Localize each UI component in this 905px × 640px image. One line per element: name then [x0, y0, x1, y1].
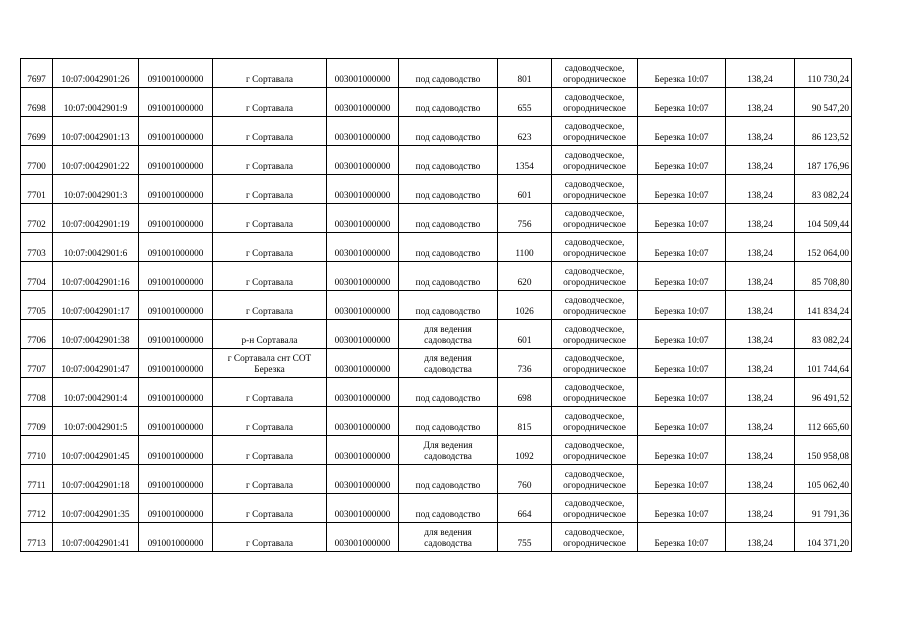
- cell-zone: Березка 10:07: [638, 117, 726, 146]
- cell-area: 698: [498, 378, 552, 407]
- cell-locality: р-н Сортавала: [213, 320, 327, 349]
- cell-area: 1026: [498, 291, 552, 320]
- cell-number: 7703: [21, 233, 53, 262]
- cell-zone: Березка 10:07: [638, 146, 726, 175]
- cell-cadastral-value: 86 123,52: [795, 117, 852, 146]
- cell-cadastral-value: 187 176,96: [795, 146, 852, 175]
- cell-permitted-use: под садоводство: [399, 88, 498, 117]
- cell-locality: г Сортавала: [213, 262, 327, 291]
- cell-cadastral-number: 10:07:0042901:41: [53, 523, 139, 552]
- cell-cadastral-value: 141 834,24: [795, 291, 852, 320]
- cell-cadastral-value: 110 730,24: [795, 59, 852, 88]
- cell-number: 7709: [21, 407, 53, 436]
- cell-okato-code: 003001000000: [327, 523, 399, 552]
- table-row: [21, 262, 852, 291]
- cell-rate: 138,24: [726, 59, 795, 88]
- cell-locality: г Сортавала: [213, 146, 327, 175]
- cell-cadastral-value: 90 547,20: [795, 88, 852, 117]
- table-row: [21, 465, 852, 494]
- cell-rate: 138,24: [726, 175, 795, 204]
- cell-number: 7706: [21, 320, 53, 349]
- cell-rate: 138,24: [726, 146, 795, 175]
- cell-area: 1354: [498, 146, 552, 175]
- cell-zone: Березка 10:07: [638, 262, 726, 291]
- cell-locality: г Сортавала: [213, 291, 327, 320]
- cell-category: садоводческое, огородническое: [552, 291, 638, 320]
- cell-area: 760: [498, 465, 552, 494]
- cell-zone: Березка 10:07: [638, 523, 726, 552]
- cell-permitted-use: под садоводство: [399, 204, 498, 233]
- cell-zone: Березка 10:07: [638, 465, 726, 494]
- table-row: [21, 320, 852, 349]
- cell-area: 815: [498, 407, 552, 436]
- cell-rate: 138,24: [726, 291, 795, 320]
- cell-permitted-use: под садоводство: [399, 175, 498, 204]
- cell-cadastral-value: 152 064,00: [795, 233, 852, 262]
- cell-category: садоводческое, огородническое: [552, 349, 638, 378]
- cell-rate: 138,24: [726, 465, 795, 494]
- cell-rate: 138,24: [726, 88, 795, 117]
- cell-zone: Березка 10:07: [638, 233, 726, 262]
- cell-area: 655: [498, 88, 552, 117]
- cell-permitted-use: для ведения садоводства: [399, 523, 498, 552]
- cell-okato-code: 003001000000: [327, 175, 399, 204]
- cell-category: садоводческое, огородническое: [552, 117, 638, 146]
- cell-area: 1092: [498, 436, 552, 465]
- cell-cadastral-value: 85 708,80: [795, 262, 852, 291]
- cell-cadastral-number: 10:07:0042901:3: [53, 175, 139, 204]
- cell-zone: Березка 10:07: [638, 175, 726, 204]
- cell-okato-code: 003001000000: [327, 117, 399, 146]
- cell-category: садоводческое, огородническое: [552, 59, 638, 88]
- cell-rate: 138,24: [726, 262, 795, 291]
- cell-oktmo-code: 091001000000: [139, 233, 213, 262]
- cell-zone: Березка 10:07: [638, 436, 726, 465]
- cell-area: 1100: [498, 233, 552, 262]
- cell-permitted-use: для ведения садоводства: [399, 349, 498, 378]
- cell-cadastral-number: 10:07:0042901:13: [53, 117, 139, 146]
- cell-area: 801: [498, 59, 552, 88]
- cadastral-table: [20, 58, 852, 552]
- cell-area: 755: [498, 523, 552, 552]
- cell-okato-code: 003001000000: [327, 349, 399, 378]
- cell-okato-code: 003001000000: [327, 407, 399, 436]
- cell-cadastral-value: 150 958,08: [795, 436, 852, 465]
- cell-locality: г Сортавала снт СОТ Березка: [213, 349, 327, 378]
- cell-permitted-use: под садоводство: [399, 291, 498, 320]
- cell-category: садоводческое, огородническое: [552, 378, 638, 407]
- cell-number: 7701: [21, 175, 53, 204]
- cell-number: 7711: [21, 465, 53, 494]
- cell-area: 620: [498, 262, 552, 291]
- cell-number: 7707: [21, 349, 53, 378]
- cell-okato-code: 003001000000: [327, 262, 399, 291]
- cell-category: садоводческое, огородническое: [552, 175, 638, 204]
- cell-cadastral-number: 10:07:0042901:6: [53, 233, 139, 262]
- cell-cadastral-value: 104 509,44: [795, 204, 852, 233]
- cell-locality: г Сортавала: [213, 494, 327, 523]
- cell-okato-code: 003001000000: [327, 436, 399, 465]
- table-row: [21, 175, 852, 204]
- cell-zone: Березка 10:07: [638, 378, 726, 407]
- cell-cadastral-number: 10:07:0042901:47: [53, 349, 139, 378]
- cell-okato-code: 003001000000: [327, 291, 399, 320]
- cell-oktmo-code: 091001000000: [139, 465, 213, 494]
- table-row: [21, 291, 852, 320]
- cell-cadastral-value: 104 371,20: [795, 523, 852, 552]
- table-row: [21, 378, 852, 407]
- cell-area: 623: [498, 117, 552, 146]
- cell-zone: Березка 10:07: [638, 320, 726, 349]
- cell-cadastral-value: 112 665,60: [795, 407, 852, 436]
- cell-oktmo-code: 091001000000: [139, 262, 213, 291]
- cell-locality: г Сортавала: [213, 88, 327, 117]
- cell-category: садоводческое, огородническое: [552, 407, 638, 436]
- cell-locality: г Сортавала: [213, 436, 327, 465]
- cell-locality: г Сортавала: [213, 59, 327, 88]
- cell-rate: 138,24: [726, 407, 795, 436]
- cell-cadastral-number: 10:07:0042901:38: [53, 320, 139, 349]
- cell-category: садоводческое, огородническое: [552, 262, 638, 291]
- cell-okato-code: 003001000000: [327, 204, 399, 233]
- cell-zone: Березка 10:07: [638, 59, 726, 88]
- cell-cadastral-number: 10:07:0042901:19: [53, 204, 139, 233]
- cell-category: садоводческое, огородническое: [552, 494, 638, 523]
- cell-number: 7702: [21, 204, 53, 233]
- cell-rate: 138,24: [726, 523, 795, 552]
- cell-zone: Березка 10:07: [638, 407, 726, 436]
- cell-oktmo-code: 091001000000: [139, 291, 213, 320]
- cell-cadastral-number: 10:07:0042901:9: [53, 88, 139, 117]
- table-row: [21, 407, 852, 436]
- table-row: [21, 146, 852, 175]
- cell-oktmo-code: 091001000000: [139, 146, 213, 175]
- cell-category: садоводческое, огородническое: [552, 523, 638, 552]
- cell-cadastral-number: 10:07:0042901:26: [53, 59, 139, 88]
- table-row: [21, 436, 852, 465]
- cell-locality: г Сортавала: [213, 378, 327, 407]
- table-row: [21, 233, 852, 262]
- cell-oktmo-code: 091001000000: [139, 378, 213, 407]
- cell-area: 756: [498, 204, 552, 233]
- cell-rate: 138,24: [726, 320, 795, 349]
- cell-cadastral-value: 83 082,24: [795, 175, 852, 204]
- table-row: [21, 59, 852, 88]
- cell-zone: Березка 10:07: [638, 204, 726, 233]
- cell-number: 7699: [21, 117, 53, 146]
- table-row: [21, 117, 852, 146]
- cell-okato-code: 003001000000: [327, 233, 399, 262]
- cell-oktmo-code: 091001000000: [139, 436, 213, 465]
- cell-okato-code: 003001000000: [327, 320, 399, 349]
- cell-cadastral-number: 10:07:0042901:4: [53, 378, 139, 407]
- cell-rate: 138,24: [726, 436, 795, 465]
- cell-number: 7700: [21, 146, 53, 175]
- cell-cadastral-number: 10:07:0042901:18: [53, 465, 139, 494]
- table-row: [21, 494, 852, 523]
- cell-okato-code: 003001000000: [327, 494, 399, 523]
- cell-cadastral-number: 10:07:0042901:17: [53, 291, 139, 320]
- cell-permitted-use: под садоводство: [399, 378, 498, 407]
- cell-cadastral-value: 101 744,64: [795, 349, 852, 378]
- cell-okato-code: 003001000000: [327, 88, 399, 117]
- cell-oktmo-code: 091001000000: [139, 204, 213, 233]
- cell-area: 601: [498, 175, 552, 204]
- cell-okato-code: 003001000000: [327, 146, 399, 175]
- cell-cadastral-number: 10:07:0042901:35: [53, 494, 139, 523]
- cell-rate: 138,24: [726, 349, 795, 378]
- cell-number: 7697: [21, 59, 53, 88]
- cell-permitted-use: под садоводство: [399, 146, 498, 175]
- cell-rate: 138,24: [726, 494, 795, 523]
- cell-number: 7698: [21, 88, 53, 117]
- cell-cadastral-value: 83 082,24: [795, 320, 852, 349]
- cell-oktmo-code: 091001000000: [139, 494, 213, 523]
- cell-number: 7708: [21, 378, 53, 407]
- cell-category: садоводческое, огородническое: [552, 465, 638, 494]
- cell-area: 736: [498, 349, 552, 378]
- cell-locality: г Сортавала: [213, 233, 327, 262]
- cell-cadastral-number: 10:07:0042901:22: [53, 146, 139, 175]
- cell-permitted-use: под садоводство: [399, 407, 498, 436]
- cell-permitted-use: под садоводство: [399, 233, 498, 262]
- cell-number: 7705: [21, 291, 53, 320]
- cell-permitted-use: под садоводство: [399, 262, 498, 291]
- cell-cadastral-number: 10:07:0042901:5: [53, 407, 139, 436]
- cell-oktmo-code: 091001000000: [139, 59, 213, 88]
- cell-oktmo-code: 091001000000: [139, 117, 213, 146]
- cell-number: 7712: [21, 494, 53, 523]
- cell-permitted-use: под садоводство: [399, 465, 498, 494]
- cell-category: садоводческое, огородническое: [552, 436, 638, 465]
- cell-rate: 138,24: [726, 117, 795, 146]
- cell-permitted-use: под садоводство: [399, 59, 498, 88]
- cell-zone: Березка 10:07: [638, 88, 726, 117]
- cell-number: 7704: [21, 262, 53, 291]
- cell-okato-code: 003001000000: [327, 59, 399, 88]
- cell-category: садоводческое, огородническое: [552, 233, 638, 262]
- cell-permitted-use: Для ведения садоводства: [399, 436, 498, 465]
- cell-area: 664: [498, 494, 552, 523]
- cell-category: садоводческое, огородническое: [552, 88, 638, 117]
- cell-category: садоводческое, огородническое: [552, 320, 638, 349]
- cell-locality: г Сортавала: [213, 523, 327, 552]
- cell-category: садоводческое, огородническое: [552, 146, 638, 175]
- cell-okato-code: 003001000000: [327, 465, 399, 494]
- cell-zone: Березка 10:07: [638, 349, 726, 378]
- cell-oktmo-code: 091001000000: [139, 407, 213, 436]
- table-row: [21, 204, 852, 233]
- cell-category: садоводческое, огородническое: [552, 204, 638, 233]
- cell-cadastral-value: 91 791,36: [795, 494, 852, 523]
- cell-okato-code: 003001000000: [327, 378, 399, 407]
- cell-zone: Березка 10:07: [638, 494, 726, 523]
- table-row: [21, 523, 852, 552]
- cell-rate: 138,24: [726, 378, 795, 407]
- cell-locality: г Сортавала: [213, 204, 327, 233]
- cell-zone: Березка 10:07: [638, 291, 726, 320]
- cell-locality: г Сортавала: [213, 175, 327, 204]
- cell-cadastral-number: 10:07:0042901:16: [53, 262, 139, 291]
- cell-oktmo-code: 091001000000: [139, 523, 213, 552]
- cell-oktmo-code: 091001000000: [139, 320, 213, 349]
- cell-rate: 138,24: [726, 233, 795, 262]
- cell-locality: г Сортавала: [213, 407, 327, 436]
- cell-oktmo-code: 091001000000: [139, 349, 213, 378]
- cell-number: 7710: [21, 436, 53, 465]
- cell-cadastral-value: 105 062,40: [795, 465, 852, 494]
- cell-area: 601: [498, 320, 552, 349]
- cell-number: 7713: [21, 523, 53, 552]
- cell-locality: г Сортавала: [213, 117, 327, 146]
- cell-rate: 138,24: [726, 204, 795, 233]
- cell-permitted-use: под садоводство: [399, 117, 498, 146]
- table-body: [21, 59, 852, 552]
- cell-oktmo-code: 091001000000: [139, 88, 213, 117]
- table-row: [21, 349, 852, 378]
- cell-permitted-use: для ведения садоводства: [399, 320, 498, 349]
- cell-permitted-use: под садоводство: [399, 494, 498, 523]
- table-row: [21, 88, 852, 117]
- cell-oktmo-code: 091001000000: [139, 175, 213, 204]
- cell-cadastral-value: 96 491,52: [795, 378, 852, 407]
- cell-locality: г Сортавала: [213, 465, 327, 494]
- cell-cadastral-number: 10:07:0042901:45: [53, 436, 139, 465]
